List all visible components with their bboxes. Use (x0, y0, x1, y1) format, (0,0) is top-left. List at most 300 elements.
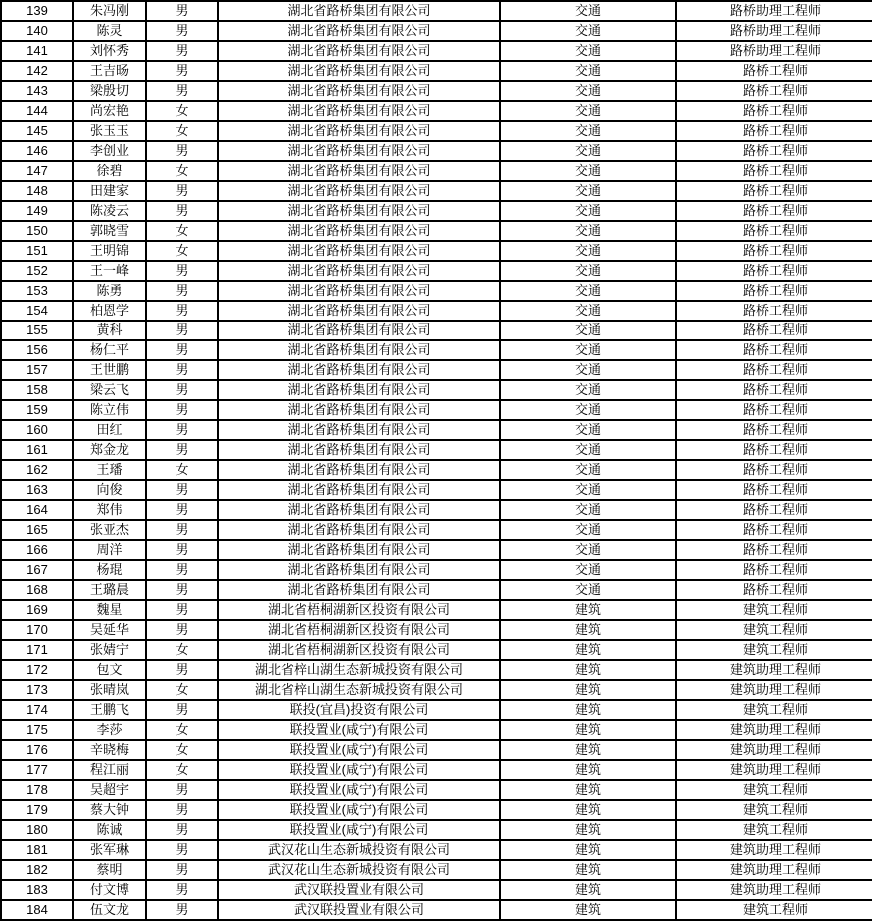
cell-number: 165 (1, 520, 73, 540)
cell-category: 交通 (500, 321, 676, 341)
cell-number: 183 (1, 880, 73, 900)
cell-category: 交通 (500, 1, 676, 21)
cell-gender: 男 (146, 520, 218, 540)
cell-name: 张玉玉 (73, 121, 146, 141)
cell-name: 朱冯刚 (73, 1, 146, 21)
cell-company: 湖北省路桥集团有限公司 (218, 261, 500, 281)
cell-number: 182 (1, 860, 73, 880)
table-row (1, 640, 872, 660)
table-row (1, 241, 872, 261)
cell-name: 吴延华 (73, 620, 146, 640)
table-row (1, 340, 872, 360)
table-row (1, 580, 872, 600)
cell-gender: 男 (146, 21, 218, 41)
cell-title: 建筑助理工程师 (676, 860, 872, 880)
cell-gender: 男 (146, 900, 218, 920)
cell-number: 145 (1, 121, 73, 141)
cell-category: 交通 (500, 500, 676, 520)
cell-title: 路桥工程师 (676, 480, 872, 500)
cell-gender: 男 (146, 560, 218, 580)
cell-gender: 男 (146, 420, 218, 440)
cell-gender: 男 (146, 141, 218, 161)
cell-company: 湖北省路桥集团有限公司 (218, 41, 500, 61)
cell-number: 156 (1, 340, 73, 360)
cell-title: 建筑工程师 (676, 780, 872, 800)
cell-company: 湖北省路桥集团有限公司 (218, 360, 500, 380)
cell-title: 路桥工程师 (676, 101, 872, 121)
cell-gender: 男 (146, 81, 218, 101)
cell-company: 湖北省路桥集团有限公司 (218, 21, 500, 41)
cell-number: 184 (1, 900, 73, 920)
cell-number: 150 (1, 221, 73, 241)
cell-title: 建筑助理工程师 (676, 660, 872, 680)
table-row (1, 81, 872, 101)
table-row (1, 41, 872, 61)
cell-title: 建筑工程师 (676, 620, 872, 640)
cell-name: 黄科 (73, 321, 146, 341)
cell-gender: 女 (146, 161, 218, 181)
cell-name: 刘怀秀 (73, 41, 146, 61)
cell-number: 139 (1, 1, 73, 21)
cell-gender: 男 (146, 301, 218, 321)
cell-name: 王世鹏 (73, 360, 146, 380)
cell-title: 路桥工程师 (676, 201, 872, 221)
cell-number: 148 (1, 181, 73, 201)
cell-name: 蔡大钟 (73, 800, 146, 820)
cell-category: 交通 (500, 480, 676, 500)
cell-company: 湖北省路桥集团有限公司 (218, 400, 500, 420)
cell-number: 151 (1, 241, 73, 261)
cell-category: 交通 (500, 101, 676, 121)
cell-title: 路桥工程师 (676, 181, 872, 201)
cell-category: 交通 (500, 61, 676, 81)
cell-title: 路桥工程师 (676, 161, 872, 181)
cell-number: 176 (1, 740, 73, 760)
cell-company: 湖北省路桥集团有限公司 (218, 61, 500, 81)
cell-number: 177 (1, 760, 73, 780)
cell-company: 湖北省路桥集团有限公司 (218, 141, 500, 161)
cell-gender: 女 (146, 680, 218, 700)
cell-category: 建筑 (500, 860, 676, 880)
cell-name: 陈勇 (73, 281, 146, 301)
cell-category: 交通 (500, 580, 676, 600)
cell-category: 建筑 (500, 900, 676, 920)
cell-title: 建筑助理工程师 (676, 680, 872, 700)
cell-number: 143 (1, 81, 73, 101)
cell-title: 路桥工程师 (676, 121, 872, 141)
table-row (1, 161, 872, 181)
cell-name: 王璠 (73, 460, 146, 480)
table-row (1, 121, 872, 141)
table-row (1, 560, 872, 580)
table-body (1, 1, 872, 920)
cell-category: 交通 (500, 181, 676, 201)
cell-category: 交通 (500, 41, 676, 61)
cell-name: 田建家 (73, 181, 146, 201)
table-row (1, 420, 872, 440)
cell-title: 建筑助理工程师 (676, 760, 872, 780)
cell-name: 张亚杰 (73, 520, 146, 540)
cell-gender: 女 (146, 740, 218, 760)
cell-company: 联投置业(咸宁)有限公司 (218, 820, 500, 840)
cell-category: 建筑 (500, 700, 676, 720)
cell-category: 建筑 (500, 740, 676, 760)
cell-name: 王明锦 (73, 241, 146, 261)
table-row (1, 460, 872, 480)
cell-company: 武汉联投置业有限公司 (218, 880, 500, 900)
cell-title: 建筑工程师 (676, 820, 872, 840)
cell-category: 交通 (500, 261, 676, 281)
cell-gender: 女 (146, 720, 218, 740)
cell-name: 陈立伟 (73, 400, 146, 420)
cell-gender: 男 (146, 480, 218, 500)
cell-name: 郭晓雪 (73, 221, 146, 241)
table-row (1, 61, 872, 81)
table-row (1, 720, 872, 740)
cell-company: 湖北省路桥集团有限公司 (218, 301, 500, 321)
cell-name: 杨琨 (73, 560, 146, 580)
cell-name: 郑金龙 (73, 440, 146, 460)
cell-category: 交通 (500, 21, 676, 41)
cell-name: 梁云飞 (73, 380, 146, 400)
cell-title: 路桥工程师 (676, 301, 872, 321)
cell-category: 交通 (500, 340, 676, 360)
cell-category: 交通 (500, 161, 676, 181)
table-row (1, 840, 872, 860)
cell-number: 163 (1, 480, 73, 500)
cell-category: 交通 (500, 121, 676, 141)
cell-gender: 男 (146, 880, 218, 900)
cell-company: 联投置业(咸宁)有限公司 (218, 800, 500, 820)
cell-name: 周洋 (73, 540, 146, 560)
cell-number: 153 (1, 281, 73, 301)
cell-company: 湖北省路桥集团有限公司 (218, 420, 500, 440)
cell-category: 交通 (500, 241, 676, 261)
cell-name: 郑伟 (73, 500, 146, 520)
cell-number: 169 (1, 600, 73, 620)
cell-title: 建筑助理工程师 (676, 720, 872, 740)
cell-category: 交通 (500, 201, 676, 221)
cell-company: 湖北省梓山湖生态新城投资有限公司 (218, 680, 500, 700)
cell-name: 徐碧 (73, 161, 146, 181)
cell-title: 路桥工程师 (676, 221, 872, 241)
cell-company: 湖北省梧桐湖新区投资有限公司 (218, 640, 500, 660)
cell-gender: 男 (146, 400, 218, 420)
table-row (1, 480, 872, 500)
cell-name: 陈诚 (73, 820, 146, 840)
cell-gender: 男 (146, 1, 218, 21)
cell-company: 湖北省路桥集团有限公司 (218, 161, 500, 181)
cell-gender: 男 (146, 700, 218, 720)
cell-number: 149 (1, 201, 73, 221)
table-row (1, 301, 872, 321)
cell-gender: 男 (146, 61, 218, 81)
cell-title: 建筑工程师 (676, 600, 872, 620)
cell-name: 包文 (73, 660, 146, 680)
cell-title: 路桥工程师 (676, 340, 872, 360)
cell-number: 142 (1, 61, 73, 81)
cell-number: 146 (1, 141, 73, 161)
cell-title: 路桥工程师 (676, 81, 872, 101)
cell-company: 湖北省梧桐湖新区投资有限公司 (218, 600, 500, 620)
cell-number: 167 (1, 560, 73, 580)
cell-number: 170 (1, 620, 73, 640)
cell-category: 交通 (500, 420, 676, 440)
cell-name: 蔡明 (73, 860, 146, 880)
cell-company: 湖北省路桥集团有限公司 (218, 580, 500, 600)
cell-company: 武汉花山生态新城投资有限公司 (218, 860, 500, 880)
table-row (1, 321, 872, 341)
cell-title: 路桥工程师 (676, 61, 872, 81)
cell-title: 路桥工程师 (676, 321, 872, 341)
cell-name: 吴超宇 (73, 780, 146, 800)
table-row (1, 400, 872, 420)
cell-gender: 女 (146, 241, 218, 261)
table-row (1, 740, 872, 760)
cell-company: 湖北省路桥集团有限公司 (218, 460, 500, 480)
cell-company: 联投置业(咸宁)有限公司 (218, 740, 500, 760)
cell-title: 路桥工程师 (676, 141, 872, 161)
cell-gender: 女 (146, 460, 218, 480)
table-row (1, 21, 872, 41)
cell-gender: 男 (146, 540, 218, 560)
cell-gender: 男 (146, 281, 218, 301)
cell-title: 路桥工程师 (676, 380, 872, 400)
cell-number: 168 (1, 580, 73, 600)
cell-number: 166 (1, 540, 73, 560)
cell-name: 向俊 (73, 480, 146, 500)
cell-name: 陈凌云 (73, 201, 146, 221)
cell-company: 湖北省路桥集团有限公司 (218, 321, 500, 341)
cell-category: 建筑 (500, 680, 676, 700)
cell-gender: 男 (146, 41, 218, 61)
cell-name: 张婧宁 (73, 640, 146, 660)
cell-company: 联投置业(咸宁)有限公司 (218, 720, 500, 740)
cell-title: 路桥工程师 (676, 261, 872, 281)
cell-number: 152 (1, 261, 73, 281)
cell-company: 湖北省路桥集团有限公司 (218, 340, 500, 360)
cell-company: 湖北省路桥集团有限公司 (218, 440, 500, 460)
cell-gender: 男 (146, 840, 218, 860)
cell-company: 湖北省路桥集团有限公司 (218, 380, 500, 400)
table-row (1, 820, 872, 840)
cell-name: 杨仁平 (73, 340, 146, 360)
cell-category: 建筑 (500, 620, 676, 640)
cell-name: 张军琳 (73, 840, 146, 860)
cell-name: 辛晓梅 (73, 740, 146, 760)
cell-name: 李创业 (73, 141, 146, 161)
cell-name: 魏星 (73, 600, 146, 620)
cell-category: 交通 (500, 400, 676, 420)
cell-title: 路桥工程师 (676, 400, 872, 420)
cell-number: 154 (1, 301, 73, 321)
cell-number: 160 (1, 420, 73, 440)
cell-name: 王鹏飞 (73, 700, 146, 720)
cell-title: 建筑助理工程师 (676, 880, 872, 900)
cell-gender: 女 (146, 101, 218, 121)
cell-number: 164 (1, 500, 73, 520)
cell-company: 湖北省路桥集团有限公司 (218, 540, 500, 560)
table-row (1, 680, 872, 700)
cell-gender: 男 (146, 660, 218, 680)
cell-number: 158 (1, 380, 73, 400)
cell-company: 湖北省路桥集团有限公司 (218, 560, 500, 580)
cell-number: 144 (1, 101, 73, 121)
table-row (1, 141, 872, 161)
cell-company: 湖北省路桥集团有限公司 (218, 201, 500, 221)
cell-category: 交通 (500, 281, 676, 301)
cell-number: 179 (1, 800, 73, 820)
cell-number: 162 (1, 460, 73, 480)
cell-title: 建筑工程师 (676, 900, 872, 920)
cell-company: 湖北省路桥集团有限公司 (218, 81, 500, 101)
cell-category: 建筑 (500, 840, 676, 860)
cell-company: 湖北省路桥集团有限公司 (218, 181, 500, 201)
cell-number: 171 (1, 640, 73, 660)
cell-name: 陈灵 (73, 21, 146, 41)
cell-title: 路桥助理工程师 (676, 41, 872, 61)
cell-category: 交通 (500, 301, 676, 321)
cell-category: 建筑 (500, 760, 676, 780)
cell-category: 交通 (500, 460, 676, 480)
cell-company: 湖北省路桥集团有限公司 (218, 500, 500, 520)
cell-number: 172 (1, 660, 73, 680)
cell-company: 联投置业(咸宁)有限公司 (218, 780, 500, 800)
cell-company: 湖北省路桥集团有限公司 (218, 281, 500, 301)
cell-title: 建筑工程师 (676, 800, 872, 820)
cell-gender: 男 (146, 201, 218, 221)
cell-gender: 男 (146, 360, 218, 380)
cell-company: 湖北省路桥集团有限公司 (218, 101, 500, 121)
cell-gender: 男 (146, 181, 218, 201)
cell-company: 湖北省梧桐湖新区投资有限公司 (218, 620, 500, 640)
cell-title: 路桥工程师 (676, 241, 872, 261)
table-row (1, 221, 872, 241)
cell-category: 交通 (500, 221, 676, 241)
cell-name: 伍文龙 (73, 900, 146, 920)
cell-gender: 男 (146, 380, 218, 400)
table-row (1, 520, 872, 540)
cell-category: 交通 (500, 560, 676, 580)
cell-number: 173 (1, 680, 73, 700)
cell-gender: 男 (146, 261, 218, 281)
cell-category: 建筑 (500, 720, 676, 740)
cell-company: 联投置业(咸宁)有限公司 (218, 760, 500, 780)
table-row (1, 261, 872, 281)
cell-company: 武汉联投置业有限公司 (218, 900, 500, 920)
cell-number: 141 (1, 41, 73, 61)
table-row (1, 760, 872, 780)
cell-number: 157 (1, 360, 73, 380)
table-row (1, 700, 872, 720)
table-row (1, 620, 872, 640)
cell-title: 路桥工程师 (676, 520, 872, 540)
table-row (1, 101, 872, 121)
cell-company: 湖北省路桥集团有限公司 (218, 241, 500, 261)
cell-name: 王璐晨 (73, 580, 146, 600)
cell-gender: 男 (146, 500, 218, 520)
cell-name: 张晴岚 (73, 680, 146, 700)
table-row (1, 201, 872, 221)
cell-gender: 男 (146, 620, 218, 640)
cell-gender: 男 (146, 340, 218, 360)
cell-title: 路桥工程师 (676, 440, 872, 460)
cell-company: 武汉花山生态新城投资有限公司 (218, 840, 500, 860)
table-row (1, 360, 872, 380)
cell-name: 李莎 (73, 720, 146, 740)
cell-gender: 男 (146, 321, 218, 341)
cell-name: 程江丽 (73, 760, 146, 780)
table-row (1, 780, 872, 800)
cell-title: 路桥工程师 (676, 540, 872, 560)
cell-name: 柏恩学 (73, 301, 146, 321)
cell-category: 交通 (500, 520, 676, 540)
cell-title: 路桥工程师 (676, 281, 872, 301)
cell-title: 路桥工程师 (676, 360, 872, 380)
cell-name: 王一峰 (73, 261, 146, 281)
cell-category: 交通 (500, 141, 676, 161)
cell-category: 交通 (500, 360, 676, 380)
cell-title: 路桥工程师 (676, 580, 872, 600)
cell-category: 交通 (500, 540, 676, 560)
cell-number: 174 (1, 700, 73, 720)
table-row (1, 660, 872, 680)
table-row (1, 880, 872, 900)
cell-category: 交通 (500, 380, 676, 400)
cell-gender: 男 (146, 600, 218, 620)
cell-gender: 男 (146, 440, 218, 460)
cell-name: 王吉旸 (73, 61, 146, 81)
cell-gender: 男 (146, 780, 218, 800)
cell-gender: 男 (146, 820, 218, 840)
table-row (1, 440, 872, 460)
cell-title: 路桥助理工程师 (676, 1, 872, 21)
cell-gender: 男 (146, 580, 218, 600)
table-row (1, 900, 872, 920)
cell-gender: 男 (146, 860, 218, 880)
cell-company: 湖北省路桥集团有限公司 (218, 1, 500, 21)
cell-title: 建筑工程师 (676, 640, 872, 660)
table-row (1, 380, 872, 400)
cell-category: 建筑 (500, 660, 676, 680)
cell-category: 建筑 (500, 820, 676, 840)
table-row (1, 281, 872, 301)
cell-title: 路桥工程师 (676, 560, 872, 580)
cell-category: 交通 (500, 440, 676, 460)
cell-title: 路桥工程师 (676, 460, 872, 480)
cell-name: 梁殷切 (73, 81, 146, 101)
table-row (1, 1, 872, 21)
cell-title: 建筑助理工程师 (676, 740, 872, 760)
cell-gender: 女 (146, 221, 218, 241)
table-row (1, 181, 872, 201)
cell-gender: 男 (146, 800, 218, 820)
cell-number: 181 (1, 840, 73, 860)
table-row (1, 860, 872, 880)
cell-company: 湖北省路桥集团有限公司 (218, 520, 500, 540)
cell-category: 建筑 (500, 800, 676, 820)
cell-gender: 女 (146, 760, 218, 780)
cell-category: 建筑 (500, 780, 676, 800)
cell-category: 建筑 (500, 640, 676, 660)
cell-name: 田红 (73, 420, 146, 440)
table-row (1, 540, 872, 560)
cell-company: 联投(宜昌)投资有限公司 (218, 700, 500, 720)
cell-company: 湖北省梓山湖生态新城投资有限公司 (218, 660, 500, 680)
cell-title: 路桥助理工程师 (676, 21, 872, 41)
cell-title: 建筑助理工程师 (676, 840, 872, 860)
cell-title: 路桥工程师 (676, 420, 872, 440)
